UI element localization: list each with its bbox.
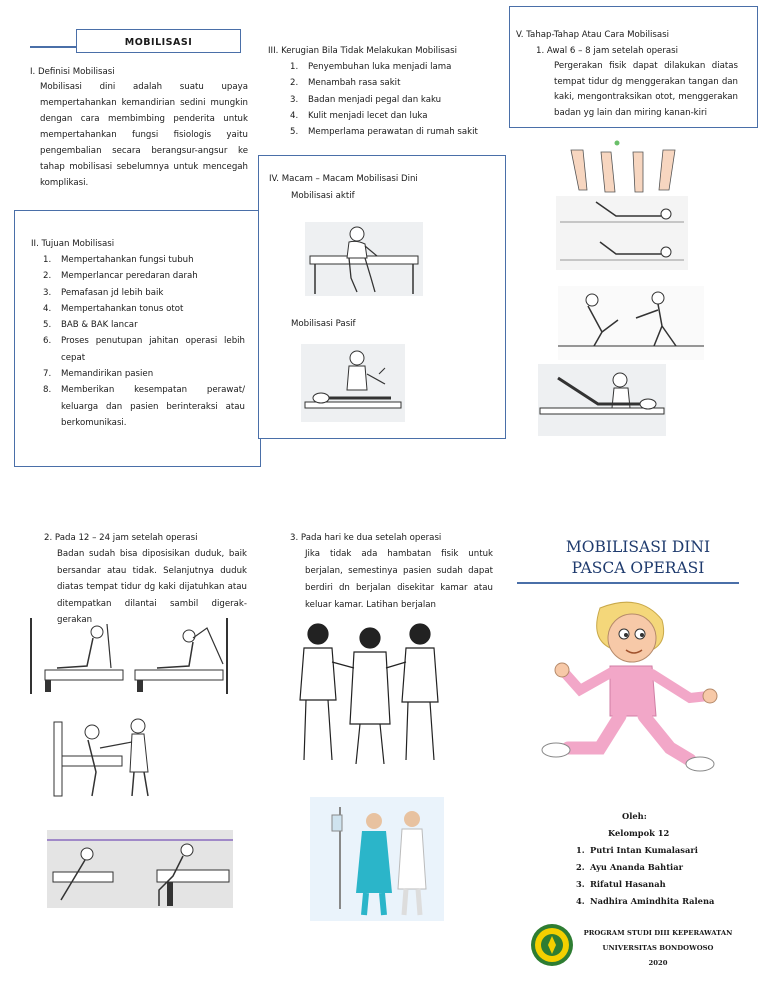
list-item (43, 382, 245, 431)
cover-title-line2: PASCA OPERASI (571, 559, 705, 577)
list-item-text: Penyembuhan luka menjadi lama (308, 62, 452, 72)
member-row (576, 859, 740, 876)
tahap-heading: V. Tahap-Tahap Atau Cara Mobilisasi (516, 30, 670, 40)
member-row (576, 876, 740, 893)
list-item-text: Kulit menjadi lecet dan luka (308, 110, 428, 121)
list-item (43, 333, 245, 366)
tujuan-heading: II. Tujuan Mobilisasi (31, 239, 115, 249)
tahap-box (509, 6, 758, 128)
list-item (290, 59, 510, 75)
bedside-sitting-illustration (47, 830, 233, 908)
list-item-text: Memperlama perawatan di rumah sakit (308, 127, 478, 138)
list-item (43, 252, 245, 268)
member-name: Ayu Ananda Bahtiar (590, 862, 683, 872)
list-item (43, 301, 245, 317)
cover-title-underline (517, 582, 739, 584)
leg-exercise-illustration (556, 196, 688, 270)
list-item-text: BAB & BAK lancar (61, 320, 138, 331)
step2-title: 2. Pada 12 – 24 jam setelah operasi (44, 533, 198, 543)
member-name: Rifatul Hasanah (590, 879, 666, 889)
member-name: Nadhira Amindhita Ralena (590, 896, 715, 906)
sitting-bed-illustration-2 (127, 618, 231, 694)
walking-woman-cartoon (540, 598, 720, 786)
list-item-number: 4. (43, 303, 52, 314)
definisi-body: Mobilisasi dini adalah suatu upaya mempertahankan kemandirian sedini mungkin dengan cara membimbing penderita untuk mempertahankan fungsi fisiologis yaitu pengembalian secara berangsur-angsur ke tahap mobilisasi sebelumnya untuk mencegah komplikasi. (40, 82, 248, 188)
list-item-text: Menambah rasa sakit (308, 78, 401, 89)
member-row (576, 893, 740, 910)
university-logo (530, 922, 574, 968)
hand-exercise-illustration (563, 140, 691, 196)
list-item-number: 4. (290, 110, 299, 121)
member-number: 1. (576, 845, 585, 855)
list-item-number: 8. (43, 385, 52, 396)
assisted-leg-raise-illustration (538, 364, 666, 436)
member-row (576, 842, 740, 859)
list-item-number: 5. (43, 320, 52, 331)
header-title: MOBILISASI (124, 37, 193, 48)
kerugian-heading: III. Kerugian Bila Tidak Melakukan Mobilisasi (268, 46, 457, 56)
list-item (43, 317, 245, 333)
step2-body: Badan sudah bisa diposisikan duduk, baik bersandar atau tidak. Selanjutnya duduk diatas tempat tidur dg kaki dijatuhkan atau ditempatkan dilantai sambil digerak-gerakan (57, 549, 247, 625)
list-item-text: Pemafasan jd lebih baik (61, 287, 164, 298)
cover-title (530, 537, 746, 579)
sitting-bed-illustration-1 (27, 618, 127, 694)
list-item (43, 366, 245, 382)
program-label: PROGRAM STUDI DIII KEPERAWATAN (583, 929, 733, 937)
institution-block (572, 926, 744, 971)
list-item-number: 2. (43, 271, 52, 282)
mobilisasi-aktif-illustration (305, 222, 423, 296)
list-item-number: 3. (43, 287, 52, 298)
list-item-number: 5. (290, 127, 299, 138)
by-label: Oleh: (622, 811, 647, 821)
walking-assistance-illustration (290, 620, 446, 768)
mobilisasi-pasif-illustration (301, 344, 405, 422)
macam-heading: IV. Macam – Macam Mobilisasi Dini (269, 174, 418, 184)
year-label: 2020 (648, 959, 668, 967)
member-number: 4. (576, 896, 585, 906)
list-item-text: Badan menjadi pegal dan kaku (308, 94, 442, 105)
list-item (290, 124, 510, 140)
list-item-number: 3. (290, 94, 299, 105)
member-number: 2. (576, 862, 585, 872)
step1-body: Pergerakan fisik dapat dilakukan diatas tempat tidur dg menggerakan tangan dan kaki, mengontraksikan otot, menggerakan badan yg lain dan miring kanan-kiri (554, 61, 738, 118)
mobilisasi-pasif-label: Mobilisasi Pasif (291, 319, 356, 329)
list-item (290, 92, 510, 108)
member-name: Putri Intan Kumalasari (590, 845, 698, 855)
list-item-number: 6. (43, 336, 52, 347)
list-item-number: 2. (290, 78, 299, 89)
list-item-text: Memandirikan pasien (61, 369, 154, 380)
knee-exercise-illustration (558, 286, 704, 360)
list-item-text: Mempertahankan fungsi tubuh (61, 255, 194, 265)
list-item (43, 285, 245, 301)
list-item-number: 1. (290, 62, 299, 72)
macam-box (258, 155, 506, 439)
list-item-number: 7. (43, 369, 52, 380)
kerugian-list (290, 59, 510, 140)
author-block (560, 808, 740, 910)
cover-title-line1: MOBILISASI DINI (565, 538, 711, 556)
step3-title: 3. Pada hari ke dua setelah operasi (290, 533, 442, 543)
definisi-heading: I. Definisi Mobilisasi (30, 67, 115, 77)
mobilisasi-aktif-label: Mobilisasi aktif (291, 191, 355, 201)
step3-body: Jika tidak ada hambatan fisik untuk berjalan, semestinya pasien sudah dapat berdiri dn berjalan disekitar kamar atau keluar kamar. Latihan berjalan (305, 549, 493, 610)
list-item-text: Mempertahankan tonus otot (61, 303, 184, 314)
university-label: UNIVERSITAS BONDOWOSO (602, 944, 714, 952)
list-item-text: Memperlancar peredaran darah (61, 271, 198, 282)
list-item-number: 1. (43, 255, 52, 265)
list-item (290, 108, 510, 124)
step1-title: 1. Awal 6 – 8 jam setelah operasi (536, 46, 678, 56)
assisted-sitting-illustration (52, 712, 178, 798)
tujuan-box (14, 210, 261, 467)
member-number: 3. (576, 879, 585, 889)
hospital-walk-photo (310, 797, 444, 921)
tujuan-list (43, 252, 245, 431)
list-item (43, 268, 245, 284)
members-list (560, 842, 740, 910)
group-label: Kelompok 12 (608, 828, 670, 838)
list-item-text: Proses penutupan jahitan operasi lebih cepat (61, 336, 245, 363)
list-item-text: Memberikan kesempatan perawat/ keluarga dan pasien berinteraksi atau berkomunikasi. (61, 385, 245, 428)
header-title-box (76, 29, 241, 53)
list-item (290, 75, 510, 91)
